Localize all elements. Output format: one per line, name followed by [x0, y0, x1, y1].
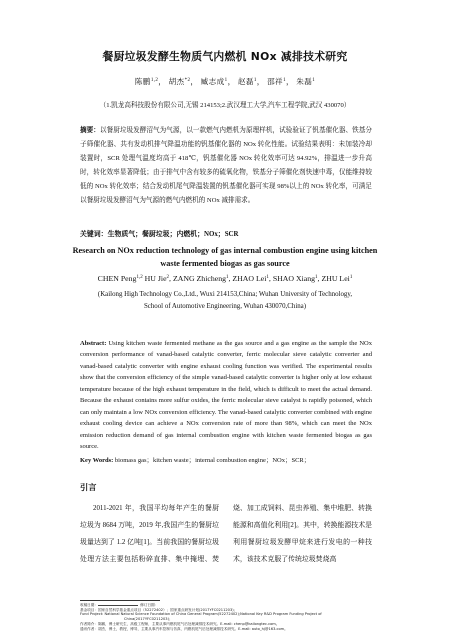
- author-affiliation-mark: 2: [166, 274, 170, 280]
- author-name: ZANG Zhicheng: [172, 274, 226, 283]
- author-affiliation-mark: 1: [283, 77, 286, 83]
- introduction-text-left: 2011-2021 年，我国平均每年产生的餐厨垃圾为 8684 万吨，2019 年,我国产生的餐厨垃圾量达到了 1.2 亿吨[1]。当前我国的餐厨垃圾处理方法主要包括粉碎直排、集中掩埋、: [80, 505, 219, 563]
- author-affiliation-mark: 1: [224, 77, 228, 83]
- introduction-text-right: 焚烧、加工成饲料、昆虫养殖、集中堆肥、转换能源和高值化利用[2]。其中，转换能源技术是利用餐厨垃圾发酵甲烷来进行发电的一种技术，该技术克服了传统垃圾焚烧高: [212, 505, 372, 563]
- english-keywords-text: biomass gas；kitchen waste；internal combustion engine；NOx；SCR；: [114, 457, 311, 464]
- footnote-fund-en-cont: China(2017YFC0211203)；: [124, 617, 173, 622]
- author-affiliation-mark: *2: [184, 77, 191, 83]
- author-affiliation-mark: 1,2: [136, 274, 143, 280]
- footnote-author-bio: 作者简介：陈鹏，博士研究生，高级工程师，主要从事内燃机尾气后处理减排技术研究。E-mail: chenp@kailongtec.com。: [80, 621, 280, 626]
- author-affiliation-mark: 1: [312, 77, 316, 83]
- author-name: ZHAO Lei: [232, 274, 267, 283]
- author-affiliation-mark: 1: [315, 274, 318, 280]
- author-affiliation-mark: 1: [226, 274, 229, 280]
- english-affiliation: [0, 289, 450, 312]
- received-date-label: 收稿日期：: [80, 603, 98, 607]
- footnote-corresponding-author: 通讯作者：胡杰，博士，教授，博导，主要从事汽车控制与仿真、内燃机尾气后处理减排技术研究。E-mail: auto_hj@163.com。: [80, 626, 288, 631]
- author-name: 邵祥: [267, 77, 284, 86]
- author-name: 赵磊: [237, 77, 254, 86]
- author-name: HU Jie: [144, 274, 167, 283]
- english-title: Research on NOx reduction technology of gas internal combustion engine using kitchen waste fermented biogas as gas source: [72, 246, 378, 269]
- author-name: 朱磊: [296, 77, 313, 86]
- english-keywords-label: Key Words:: [80, 457, 114, 464]
- chinese-keywords-label: 关键词：: [80, 231, 108, 238]
- footnote-fund-zh: 基金项目：国家自然科学基金重点项目（52272402）；国家重点研发计划(2017YFC0211203)；: [80, 607, 238, 612]
- chinese-keywords-text: 生物质气；餐厨垃圾；内燃机；NOx；SCR: [107, 231, 239, 238]
- footnote-divider: [80, 600, 160, 601]
- footnote-fund-en: Fund Project: National Natural Science Foundation of China General Program(52272402);National Key R&D Program Funding Project of: [80, 612, 322, 617]
- author-affiliation-mark: 1,2: [150, 77, 159, 83]
- revised-date-label: 修订日期：: [140, 603, 159, 607]
- chinese-abstract: [80, 124, 372, 207]
- introduction-paragraph: [80, 501, 372, 569]
- english-abstract-label: Abstract:: [80, 340, 107, 347]
- author-name: 胡杰: [168, 77, 185, 86]
- author-name: 陈鹏: [134, 77, 151, 86]
- received-date-blank: [98, 602, 138, 606]
- author-name: SHAO Xiang: [272, 274, 316, 283]
- english-author-line: CHEN Peng$^{1,2}$ HU Jie$^2$, ZANG Zhicheng$^1$, ZHAO Lei$^1$, SHAO Xiang$^1$, ZHU Lei$^1$: [97, 274, 353, 283]
- author-affiliation-mark: 1: [253, 77, 257, 83]
- english-abstract-text: Using kitchen waste fermented methane as the gas source and a gas engine as the sample the NOx conversion performance of vanad-based catalytic converter, ferric molecular sieve catalytic converter and vanad-based catalytic converter with engine exhaust cooling function was verified. The experimental results show that the conversion efficiency of the simple vanad-based catalytic converter is higher only at low exhaust temperature because of the high exhaust temperature in the field, which is difficult to meet the actual demand. Because the exhaust contains more sulfur oxides, the ferric molecular sieve catalyst is rapidly poisoned, which can only maintain a low NOx conversion efficiency. The vanad-based catalytic converter combined with engine exhaust cooling device can achieve a NOx conversion rate of more than 98%, which can meet the NOx emission reduction demand of gas internal combustion engine with kitchen waste fermented biogas as gas source.: [80, 340, 372, 451]
- author-affiliation-mark: 1: [349, 274, 353, 280]
- english-abstract: [80, 338, 372, 453]
- chinese-abstract-text: 以餐厨垃圾发酵沼气为气源，以一款燃气内燃机为原理样机，试验验证了钒基催化器、铁基分子筛催化器、共有发动机排气降温功能的钒基催化器的 NOx 转化性能。试验结果表明：未加装冷却装置时，SCR 处理气温度均高于 418℃，钒基催化器 NOx 转化效率可达 94.92%，排温进一步升高时，转化效率显著降低；由于排气中含有较多的硫氧化物，铁基分子筛催化剂快速中毒，仅能维持较低的 NOx 转化效率；结合发动机尾气降温装置的钒基催化器可实现 98%以上的 NOx 转化率，可满足以餐厨垃圾发酵沼气为气源的燃气内燃机的 NOx 减排需求。: [80, 127, 373, 204]
- chinese-title: 餐厨垃圾发酵生物质气内燃机 NOx 减排技术研究: [102, 50, 348, 63]
- chinese-author-line: 陈鹏$^{1,2}$， 胡杰$^{*2}$， 臧志成$^1$， 赵磊$^1$， 邵祥$^1$， 朱磊$^1$: [134, 77, 316, 86]
- introduction-body: [80, 501, 372, 597]
- author-name: CHEN Peng: [97, 274, 137, 283]
- english-affiliation-line: School of Automotive Engineering, Wuhan 430070,China): [143, 302, 307, 310]
- author-name: 臧志成: [200, 77, 225, 86]
- author-affiliation-mark: 1: [266, 274, 269, 280]
- author-name: ZHU Lei: [321, 274, 350, 283]
- english-keywords: [80, 455, 372, 464]
- introduction-heading: 引言: [80, 482, 97, 492]
- footnotes: [80, 602, 372, 631]
- english-affiliation-line: (Kailong High Technology Co.,Ltd., Wuxi 214153,China; Wuhan University of Technology,: [97, 291, 353, 298]
- chinese-keywords: [80, 228, 372, 238]
- chinese-abstract-label: 摘要：: [80, 127, 100, 134]
- chinese-affiliation: （1.凯龙高科技股份有限公司,无锡 214153;2.武汉理工大学,汽车工程学院,武汉 430070）: [99, 102, 351, 109]
